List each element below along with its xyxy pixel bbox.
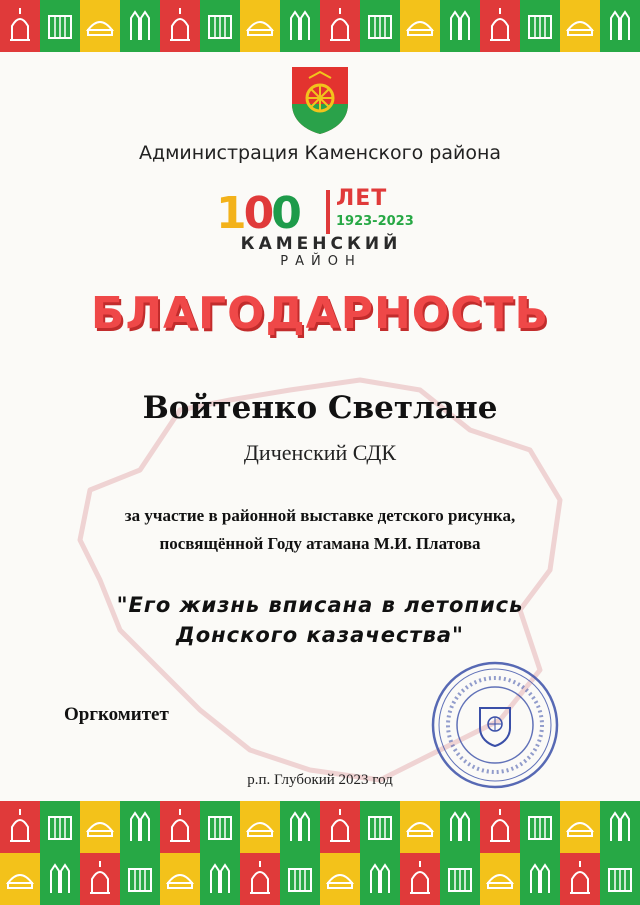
gate-icon <box>120 801 160 853</box>
church-dome-icon <box>320 0 360 52</box>
church-dome-icon <box>0 801 40 853</box>
cossack-cap-icon <box>320 853 360 905</box>
signature-committee: Оргкомитет <box>64 704 169 725</box>
exhibition-quote <box>0 590 640 650</box>
church-dome-icon <box>240 853 280 905</box>
accordion-icon <box>200 0 240 52</box>
cossack-cap-icon <box>400 0 440 52</box>
top-ornament-border <box>0 0 640 52</box>
gate-icon <box>280 0 320 52</box>
cossack-cap-icon <box>480 853 520 905</box>
accordion-icon <box>440 853 480 905</box>
recipient-name: Войтенко Светлане <box>142 390 498 426</box>
bottom-ornament-border <box>0 801 640 905</box>
gate-icon <box>440 0 480 52</box>
church-dome-icon <box>0 0 40 52</box>
accordion-icon <box>360 0 400 52</box>
church-dome-icon <box>320 801 360 853</box>
coat-of-arms-icon <box>289 64 351 136</box>
gate-icon <box>520 853 560 905</box>
reason-line-1: за участие в районной выставке детского рисунка, <box>124 506 516 525</box>
church-dome-icon <box>160 801 200 853</box>
church-dome-icon <box>400 853 440 905</box>
accordion-icon <box>360 801 400 853</box>
quote-line-1: "Его жизнь вписана в летопись <box>116 593 524 617</box>
logo-district: КАМЕНСКИЙ <box>240 234 402 254</box>
gate-icon <box>40 853 80 905</box>
cossack-cap-icon <box>80 801 120 853</box>
quote-line-2: Донского казачества" <box>176 623 464 647</box>
logo-divider <box>326 190 330 234</box>
place-and-year: р.п. Глубокий 2023 год <box>247 772 393 788</box>
cossack-cap-icon <box>240 801 280 853</box>
logo-digit-2: 0 <box>243 188 272 239</box>
cossack-cap-icon <box>160 853 200 905</box>
administration-title: Администрация Каменского района <box>138 142 502 164</box>
accordion-icon <box>40 801 80 853</box>
gate-icon <box>440 801 480 853</box>
gate-icon <box>360 853 400 905</box>
cossack-cap-icon <box>400 801 440 853</box>
cossack-cap-icon <box>560 0 600 52</box>
accordion-icon <box>120 853 160 905</box>
logo-let: ЛЕТ <box>336 186 388 211</box>
gate-icon <box>600 0 640 52</box>
church-dome-icon <box>480 0 520 52</box>
logo-digit-1: 1 <box>216 188 244 239</box>
logo-raion: РАЙОН <box>280 254 362 269</box>
gate-icon <box>280 801 320 853</box>
logo-digit-3: 0 <box>271 188 299 239</box>
gate-icon <box>120 0 160 52</box>
cossack-cap-icon <box>240 0 280 52</box>
reason-line-2: посвящённой Году атамана М.И. Платова <box>159 534 481 553</box>
cossack-cap-icon <box>0 853 40 905</box>
accordion-icon <box>200 801 240 853</box>
anniversary-logo <box>212 186 428 270</box>
logo-number <box>216 188 299 239</box>
cossack-cap-icon <box>560 801 600 853</box>
accordion-icon <box>40 0 80 52</box>
gate-icon <box>200 853 240 905</box>
gate-icon <box>600 801 640 853</box>
reason-text <box>0 502 640 558</box>
church-dome-icon <box>480 801 520 853</box>
recipient-organization: Диченский СДК <box>243 440 397 465</box>
accordion-icon <box>280 853 320 905</box>
official-seal-icon <box>430 660 560 790</box>
accordion-icon <box>520 0 560 52</box>
church-dome-icon <box>80 853 120 905</box>
logo-years: 1923-2023 <box>336 214 414 229</box>
cossack-cap-icon <box>80 0 120 52</box>
church-dome-icon <box>560 853 600 905</box>
certificate-title: БЛАГОДАРНОСТЬ <box>90 288 550 339</box>
church-dome-icon <box>160 0 200 52</box>
accordion-icon <box>600 853 640 905</box>
accordion-icon <box>520 801 560 853</box>
